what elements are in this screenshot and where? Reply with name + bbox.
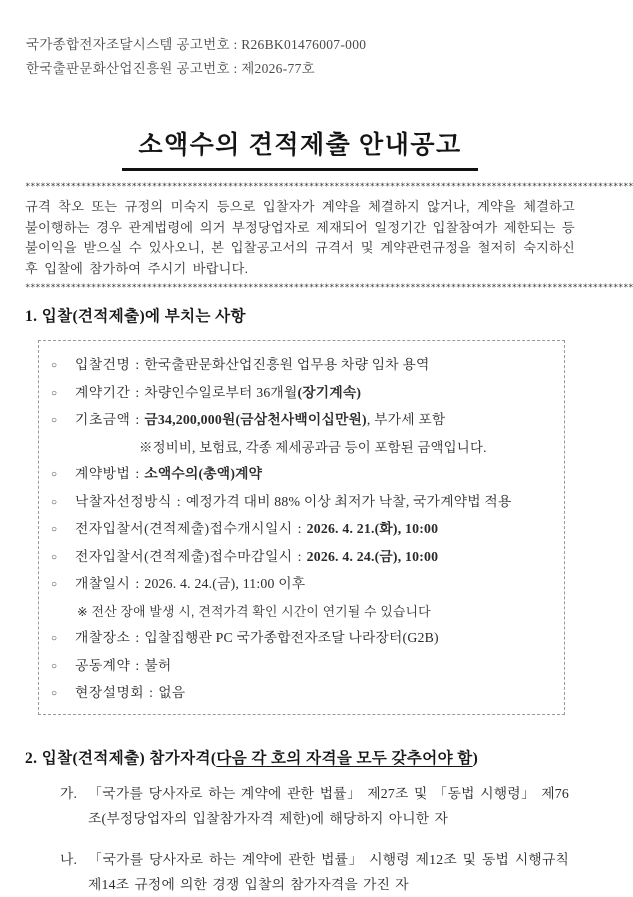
bid-detail-row: [51, 385, 556, 402]
detail-value: 2026. 4. 24.(금), 11:00 이후: [144, 576, 306, 591]
label-separator: :: [135, 630, 140, 645]
qualification-list: [25, 781, 575, 897]
detail-label: 입찰건명: [75, 357, 131, 372]
detail-label: 기초금액: [75, 412, 131, 427]
circle-bullet: ○: [51, 496, 58, 508]
warning-paragraph: 규격 착오 또는 규정의 미숙지 등으로 입찰자가 계약을 체결하지 않거나, 계약을 체결하고 불이행하는 경우 관계법령에 의거 부정당업자로 제재되어 일정기간 입찰참여가 제한되는 등 불이익을 받으실 수 있사오니, 본 입찰공고서의 규격서 및 계약관련규정을 철저히 숙지하신 후 입찰에 참가하여 주시기 바랍니다.: [25, 199, 575, 276]
detail-value: 없음: [158, 685, 186, 700]
detail-value: 금34,200,000원(금삼천사백이십만원): [144, 412, 367, 427]
detail-label: 공동계약: [75, 657, 131, 673]
detail-label: 계약기간: [75, 384, 131, 400]
g2b-announcement-number: 국가종합전자조달시스템 공고번호 : R26BK01476007-000: [26, 37, 367, 52]
bid-detail-row: [51, 412, 556, 429]
detail-value: 차량인수일로부터 36개월: [144, 384, 298, 400]
section2-heading-suffix: ): [472, 750, 479, 767]
announcement-header: [26, 33, 575, 81]
circle-bullet: ○: [51, 579, 58, 590]
title-block: [25, 125, 575, 171]
page-title: 소액수의 견적제출 안내공고: [122, 125, 477, 171]
detail-value: 한국출판문화산업진흥원 업무용 차량 임차 용역: [144, 357, 430, 372]
section2-heading: [25, 749, 575, 769]
detail-value: (장기계속): [297, 384, 362, 400]
detail-label: 전자입찰서(견적제출)접수개시일시: [75, 521, 293, 536]
detail-label: 계약방법: [75, 466, 131, 481]
note-line: ※ 전산 장애 발생 시, 견적가격 확인 시간이 연기될 수 있습니다: [77, 603, 431, 619]
qualification-text: 「국가를 당사자로 하는 계약에 관한 법률」 시행령 제12조 및 동법 시행규칙 제14조 규정에 의한 경쟁 입찰의 참가자격을 가진 자: [88, 852, 569, 892]
qualification-item: [25, 781, 575, 831]
label-separator: :: [135, 466, 140, 481]
detail-label: 낙찰자선정방식: [75, 493, 172, 509]
circle-bullet: ○: [51, 551, 58, 563]
bid-detail-row: [51, 576, 556, 593]
kpipa-announcement-number: 한국출판문화산업진흥원 공고번호 : 제2026-77호: [26, 61, 315, 76]
circle-bullet: ○: [51, 660, 58, 672]
section1-heading: 1. 입찰(견적제출)에 부치는 사항: [25, 308, 246, 325]
circle-bullet: ○: [51, 387, 58, 399]
detail-label: 개찰일시: [75, 576, 131, 591]
bid-detail-row: [51, 494, 556, 511]
detail-value: 소액수의(총액)계약: [144, 466, 263, 481]
detail-value: 입찰집행관 PC 국가종합전자조달 나라장터(G2B): [144, 630, 439, 645]
bid-detail-row: [51, 685, 556, 702]
label-separator: :: [135, 576, 140, 591]
detail-value: , 부가세 포함: [366, 412, 446, 427]
qualification-marker: 나.: [60, 852, 78, 867]
label-separator: :: [135, 657, 140, 673]
bid-detail-row: [51, 630, 556, 647]
circle-bullet: ○: [51, 633, 58, 644]
section2-heading-underlined: 다음 각 호의 자격을 모두 갖추어야 함: [216, 750, 473, 767]
circle-bullet: ○: [51, 524, 58, 535]
qualification-item: [25, 847, 575, 897]
asterisk-divider-top: ************************************************************************************************************************: [25, 182, 633, 192]
bid-detail-row: [51, 521, 556, 538]
detail-value: 2026. 4. 24.(금), 10:00: [306, 548, 439, 564]
bid-detail-row: [51, 357, 556, 374]
detail-value: 예정가격 대비 88% 이상 최저가 낙찰, 국가계약법 적용: [185, 493, 512, 509]
detail-label: 개찰장소: [75, 630, 131, 645]
label-separator: :: [297, 548, 302, 564]
label-separator: :: [149, 685, 154, 700]
bid-detail-row: [51, 549, 556, 566]
bid-detail-row: [51, 466, 556, 483]
circle-bullet: ○: [51, 688, 58, 699]
bid-detail-row: [51, 658, 556, 675]
detail-value: 2026. 4. 21.(화), 10:00: [306, 521, 439, 536]
label-separator: :: [135, 384, 140, 400]
note-line: ※정비비, 보험료, 각종 제세공과금 등이 포함된 금액입니다.: [139, 439, 487, 455]
circle-bullet: ○: [51, 469, 58, 480]
detail-label: 전자입찰서(견적제출)접수마감일시: [75, 548, 293, 564]
detail-label: 현장설명회: [75, 685, 145, 700]
circle-bullet: ○: [51, 360, 58, 371]
label-separator: :: [135, 412, 140, 427]
asterisk-divider-bottom: ************************************************************************************************************************: [25, 283, 633, 293]
qualification-text: 「국가를 당사자로 하는 계약에 관한 법률」 제27조 및 「동법 시행령」 제76조(부정당업자의 입찰참가자격 제한)에 해당하지 아니한 자: [88, 786, 569, 826]
label-separator: :: [135, 357, 140, 372]
label-separator: :: [297, 521, 302, 536]
label-separator: :: [176, 493, 181, 509]
detail-value: 불허: [144, 657, 172, 673]
bid-details-box: [38, 340, 565, 715]
section2-heading-prefix: 2. 입찰(견적제출) 참가자격(: [25, 750, 217, 767]
qualification-marker: 가.: [60, 786, 78, 801]
circle-bullet: ○: [51, 415, 58, 426]
